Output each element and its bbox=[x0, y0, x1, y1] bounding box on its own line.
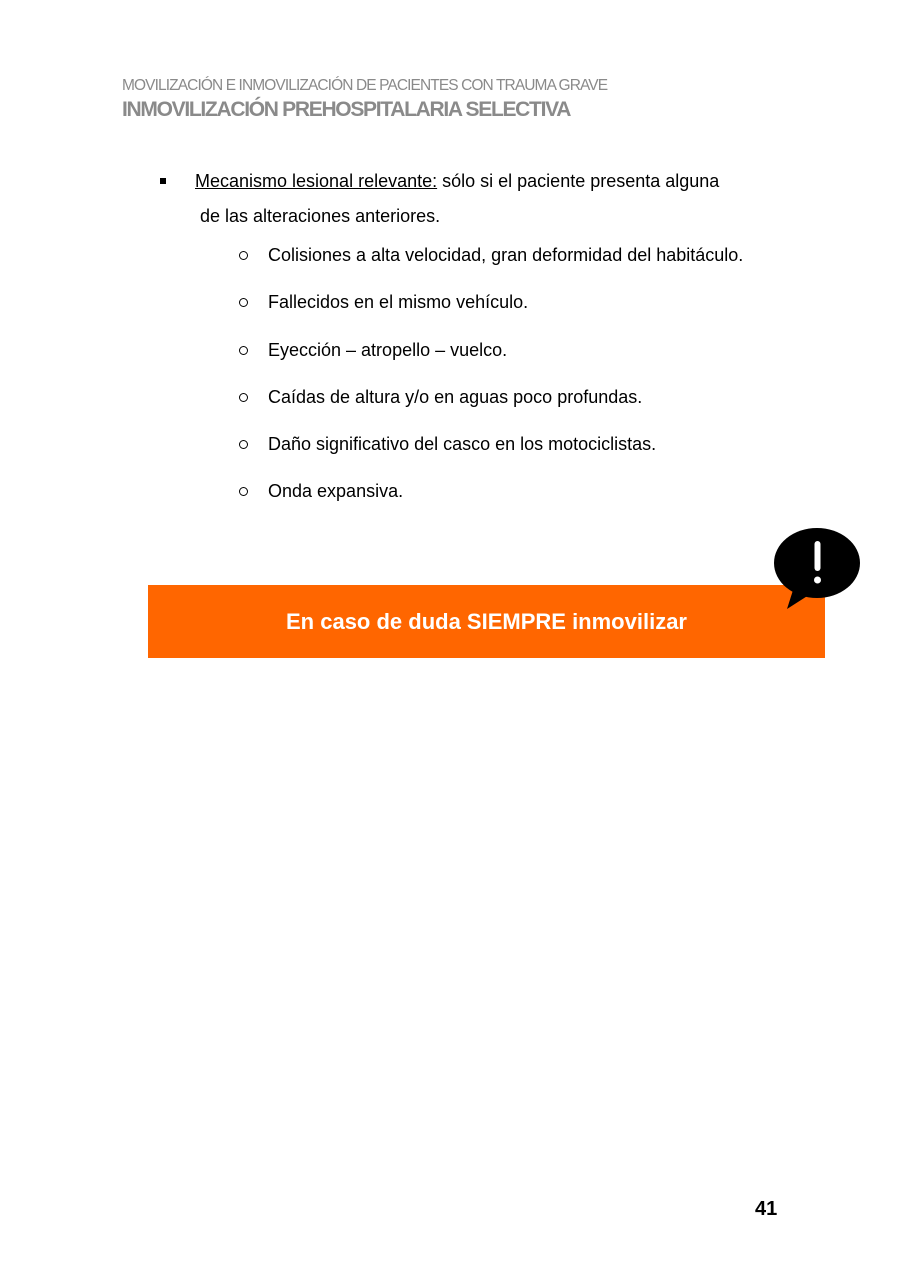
bullet-text bbox=[195, 164, 800, 234]
list-item bbox=[237, 432, 817, 479]
list-item bbox=[237, 290, 817, 337]
running-header-subtitle: MOVILIZACIÓN E INMOVILIZACIÓN DE PACIENTES CON TRAUMA GRAVE bbox=[122, 77, 608, 94]
list-item bbox=[237, 338, 817, 385]
running-header-title: INMOVILIZACIÓN PREHOSPITALARIA SELECTIVA bbox=[122, 98, 571, 121]
mechanism-list bbox=[237, 243, 817, 527]
circle-bullet-icon bbox=[239, 251, 248, 260]
circle-bullet-icon bbox=[239, 487, 248, 496]
bullet-continuation: de las alteraciones anteriores. bbox=[200, 206, 441, 226]
list-item bbox=[237, 385, 817, 432]
square-bullet-icon bbox=[160, 178, 166, 184]
exclamation-bubble-icon bbox=[772, 527, 864, 613]
list-item-text: Caídas de altura y/o en aguas poco profundas. bbox=[268, 386, 643, 407]
circle-bullet-icon bbox=[239, 346, 248, 355]
callout-text: En caso de duda SIEMPRE inmovilizar bbox=[286, 608, 687, 634]
circle-bullet-icon bbox=[239, 440, 248, 449]
list-item-text: Onda expansiva. bbox=[268, 481, 404, 502]
bullet-description: sólo si el paciente presenta alguna bbox=[437, 171, 720, 191]
bullet-term: Mecanismo lesional relevante: bbox=[195, 171, 438, 191]
page-number: 41 bbox=[755, 1198, 778, 1220]
list-item-text: Daño significativo del casco en los motociclistas. bbox=[268, 434, 657, 455]
circle-bullet-icon bbox=[239, 393, 248, 402]
list-item-text: Fallecidos en el mismo vehículo. bbox=[268, 292, 529, 313]
list-item bbox=[237, 243, 817, 290]
list-item-text: Eyección – atropello – vuelco. bbox=[268, 339, 508, 360]
list-item-text: Colisiones a alta velocidad, gran deformidad del habitáculo. bbox=[268, 245, 744, 265]
circle-bullet-icon bbox=[239, 298, 248, 307]
callout-banner bbox=[148, 585, 825, 658]
main-bullet bbox=[160, 164, 800, 234]
list-item bbox=[237, 479, 817, 526]
